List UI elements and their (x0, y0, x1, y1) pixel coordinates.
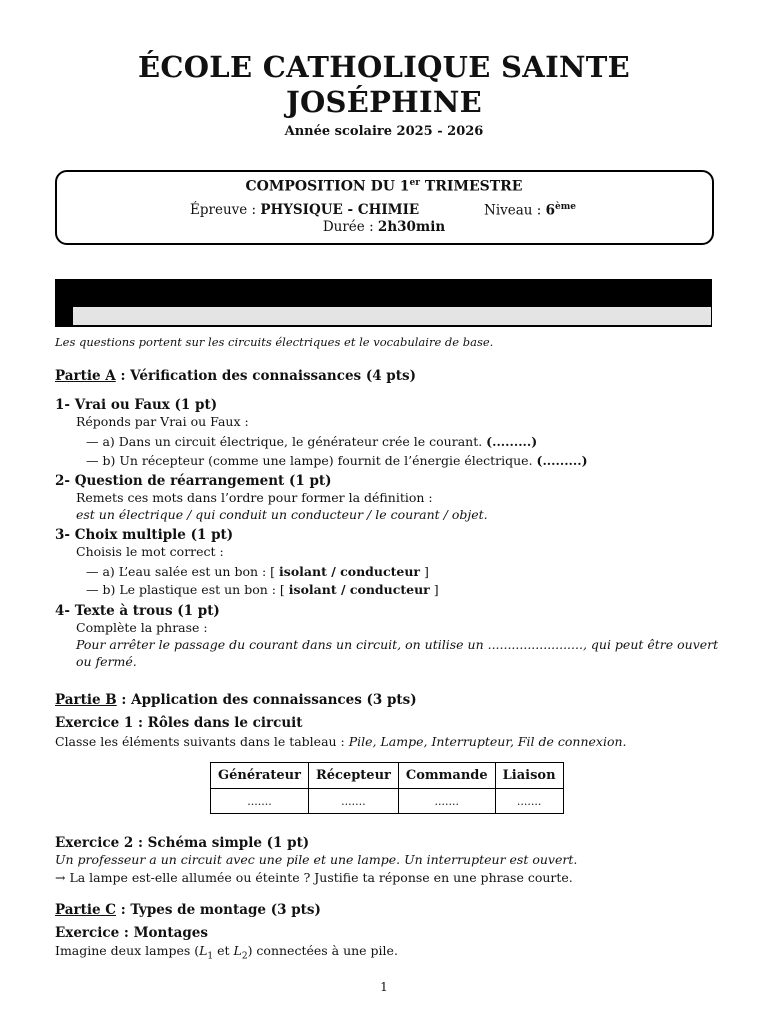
part-a-heading: Partie A : Vérification des connaissances (4 pts) (55, 368, 416, 384)
exc-title: Exercice : Montages (55, 925, 208, 941)
exam-level: Niveau : 6ème (484, 202, 577, 219)
school-year: Année scolaire 2025 - 2026 (284, 124, 484, 139)
table-header-row (211, 763, 564, 789)
q2-title: 2- Question de réarrangement (1 pt) (55, 473, 332, 489)
exam-duration: Durée : 2h30min (322, 219, 446, 235)
q3-item-b: — b) Le plastique est un bon : [ isolant / conducteur ] (86, 582, 439, 597)
q3-instruction: Choisis le mot correct : (76, 544, 224, 559)
table-cell: ....... (398, 789, 495, 814)
intro-text: Les questions portent sur les circuits électriques et le vocabulaire de base. (55, 335, 494, 349)
q2-words: est un électrique / qui conduit un conducteur / le courant / objet. (76, 507, 488, 522)
exc-text: Imagine deux lampes ($L_1$ et $L_2$) connectées à une pile. (55, 943, 398, 962)
page-number: 1 (380, 980, 388, 994)
q1-item-b: — b) Un récepteur (comme une lampe) fournit de l’énergie électrique. (.........) (86, 453, 588, 468)
q4-title: 4- Texte à trous (1 pt) (55, 603, 220, 619)
table-header: Commande (398, 763, 495, 789)
part-b-heading: Partie B : Application des connaissances (3 pts) (55, 692, 417, 708)
q3-title: 3- Choix multiple (1 pt) (55, 527, 234, 543)
roles-table (210, 762, 564, 814)
table-cell: ....... (308, 789, 398, 814)
ex1-instruction: Classe les éléments suivants dans le tableau : Pile, Lampe, Interrupteur, Fil de connexion. (55, 734, 627, 749)
q1-instruction: Réponds par Vrai ou Faux : (76, 414, 249, 429)
q1-title: 1- Vrai ou Faux (1 pt) (55, 397, 218, 413)
table-cell: ....... (495, 789, 563, 814)
school-name: ÉCOLE CATHOLIQUE SAINTE JOSÉPHINE (137, 50, 631, 119)
table-header: Générateur (211, 763, 309, 789)
exam-title: COMPOSITION DU 1er TRIMESTRE (245, 178, 523, 195)
q2-instruction: Remets ces mots dans l’ordre pour former la définition : (76, 490, 433, 505)
ex2-question: → La lampe est-elle allumée ou éteinte ? Justifie ta réponse en une phrase courte. (55, 870, 573, 885)
part-c-heading: Partie C : Types de montage (3 pts) (55, 902, 321, 918)
header-subbar (72, 306, 712, 326)
table-row (211, 789, 564, 814)
ex2-title: Exercice 2 : Schéma simple (1 pt) (55, 835, 310, 851)
table-cell: ....... (211, 789, 309, 814)
q4-text-line2: ou fermé. (76, 654, 137, 669)
table-header: Récepteur (308, 763, 398, 789)
q1-item-a: — a) Dans un circuit électrique, le générateur crée le courant. (.........) (86, 434, 538, 449)
table-header: Liaison (495, 763, 563, 789)
q3-item-a: — a) L’eau salée est un bon : [ isolant / conducteur ] (86, 564, 429, 579)
q4-instruction: Complète la phrase : (76, 620, 208, 635)
ex1-title: Exercice 1 : Rôles dans le circuit (55, 715, 303, 731)
exam-subject: Épreuve : PHYSIQUE - CHIMIE (190, 202, 420, 218)
ex2-text: Un professeur a un circuit avec une pile et une lampe. Un interrupteur est ouvert. (55, 852, 578, 867)
q4-text-line1: Pour arrêter le passage du courant dans un circuit, on utilise un ........................, qui peut être ouvert (76, 637, 719, 652)
